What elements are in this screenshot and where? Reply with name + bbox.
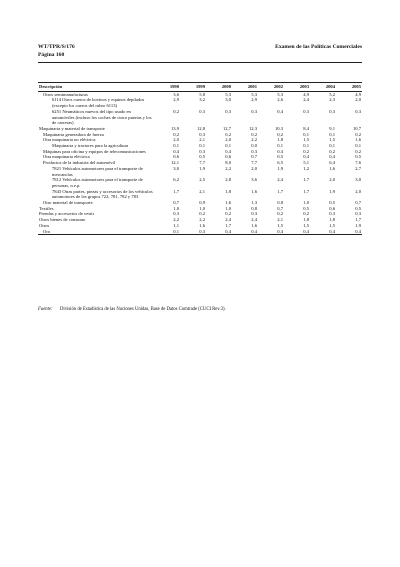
column-header: Descripción: [38, 83, 154, 92]
cell-value: 0,2: [303, 148, 309, 154]
cell-value: 0,2: [225, 131, 231, 137]
cell-value: 1,9: [277, 165, 283, 171]
cell-value: 2,6: [277, 97, 283, 103]
cell-value: 0,3: [251, 148, 257, 154]
cell-value: 2,5: [199, 177, 205, 183]
cell-value: 6,2: [173, 177, 179, 183]
cell-value: 0,6: [225, 154, 231, 160]
cell-value: 0,5: [199, 154, 205, 160]
cell-value: 0,8: [251, 205, 257, 211]
row-label: Maquinaria y material de transporte: [39, 125, 105, 131]
cell-value: 0,3: [251, 108, 257, 114]
column-header: 1990: [154, 83, 180, 92]
cell-value: 2,9: [173, 97, 179, 103]
cell-value: 0,4: [277, 148, 283, 154]
cell-value: 0,4: [284, 229, 310, 235]
cell-value: 1,9: [355, 222, 361, 228]
cell-value: 0,6: [173, 154, 179, 160]
cell-value: 5,3: [251, 91, 257, 97]
table-row: [38, 189, 362, 200]
cell-value: 0,4: [277, 108, 283, 114]
cell-value: 3,0: [225, 97, 231, 103]
cell-value: 1,5: [303, 137, 309, 143]
cell-value: 1,3: [251, 200, 257, 206]
trade-table: [38, 82, 362, 235]
cell-value: 1,7: [225, 222, 231, 228]
row-label: Otros semimanufacturas: [43, 91, 88, 97]
cell-value: 0,4: [173, 148, 179, 154]
row-label: Máquinas para oficina y equipos de telecomunicaciones: [43, 148, 146, 154]
cell-value: 1,8: [303, 217, 309, 223]
cell-value: 2,2: [173, 217, 179, 223]
cell-value: 0,1: [329, 143, 335, 149]
column-header: 2003: [284, 83, 310, 92]
cell-value: 0,2: [355, 131, 361, 137]
cell-value: 10,7: [352, 125, 361, 131]
cell-value: 0,1: [303, 143, 309, 149]
cell-value: 6,5: [277, 160, 283, 166]
cell-value: 0,5: [355, 205, 361, 211]
document-code: WT/TPR/S/176: [38, 44, 75, 50]
cell-value: 0,5: [329, 200, 335, 206]
cell-value: 0,0: [251, 143, 257, 149]
row-label: Otra maquinaria eléctrica: [43, 154, 90, 160]
cell-value: 1,2: [303, 165, 309, 171]
cell-value: 2,1: [277, 217, 283, 223]
cell-value: 1,0: [303, 200, 309, 206]
cell-value: 12,1: [170, 160, 179, 166]
column-header: 2002: [258, 83, 284, 92]
cell-value: 8,4: [303, 125, 309, 131]
cell-value: 0,2: [277, 131, 283, 137]
cell-value: 2,4: [277, 177, 283, 183]
cell-value: 3,0: [355, 177, 361, 183]
cell-value: 1,7: [303, 177, 309, 183]
cell-value: 2,2: [199, 217, 205, 223]
row-label: Maquinaria y tractores para la agricultura: [52, 143, 129, 149]
cell-value: 2,1: [199, 188, 205, 194]
cell-value: 12,7: [222, 125, 231, 131]
cell-value: 2,1: [199, 137, 205, 143]
row-label: 7843 Otras partes, piezas y accesorios de los vehículos automotores de los grupos 722, 781, 782 y 783: [52, 188, 153, 200]
cell-value: 1,9: [199, 165, 205, 171]
cell-value: 10,3: [274, 125, 283, 131]
cell-value: 0,3: [303, 108, 309, 114]
cell-value: 1,0: [173, 205, 179, 211]
cell-value: 0,3: [199, 131, 205, 137]
row-label: Otro material de transporte: [43, 200, 93, 206]
cell-value: 1,8: [277, 137, 283, 143]
cell-value: 1,9: [329, 188, 335, 194]
cell-value: 6,4: [329, 160, 335, 166]
row-label: Otra maquinaria no eléctrica: [43, 137, 96, 143]
cell-value: 1,6: [355, 137, 361, 143]
cell-value: 0,2: [277, 211, 283, 217]
cell-value: 2,0: [355, 97, 361, 103]
cell-value: 0,3: [329, 211, 335, 217]
cell-value: 0,7: [173, 200, 179, 206]
cell-value: 0,2: [225, 211, 231, 217]
cell-value: 0,8: [277, 200, 283, 206]
cell-value: 1,6: [251, 222, 257, 228]
row-label: Prendas y accesorios de vestir: [39, 211, 95, 217]
cell-value: 2,2: [225, 165, 231, 171]
cell-value: 2,0: [355, 188, 361, 194]
cell-value: 0,1: [173, 143, 179, 149]
cell-value: 0,1: [154, 229, 180, 235]
cell-value: 0,1: [355, 143, 361, 149]
table-row: [38, 109, 362, 126]
cell-value: 0,3: [329, 108, 335, 114]
cell-value: 2,0: [173, 137, 179, 143]
cell-value: 0,3: [251, 211, 257, 217]
cell-value: 1,5: [277, 222, 283, 228]
cell-value: 0,6: [329, 205, 335, 211]
cell-value: 0,1: [199, 143, 205, 149]
cell-value: 5,2: [329, 91, 335, 97]
cell-value: 0,7: [251, 154, 257, 160]
cell-value: 0,4: [225, 148, 231, 154]
header-divider: [38, 62, 362, 63]
cell-value: 0,5: [277, 154, 283, 160]
cell-value: 1,5: [329, 137, 335, 143]
cell-value: 2,4: [225, 217, 231, 223]
cell-value: 1,7: [277, 188, 283, 194]
cell-value: 0,3: [355, 211, 361, 217]
table-header-row: [38, 83, 362, 92]
table-row: [38, 97, 362, 108]
cell-value: 0,9: [199, 200, 205, 206]
cell-value: 9,1: [329, 125, 335, 131]
cell-value: 2,7: [355, 165, 361, 171]
cell-value: 3,0: [173, 165, 179, 171]
column-header: 2000: [206, 83, 232, 92]
row-label: Oro: [38, 229, 154, 235]
cell-value: 0,3: [180, 229, 206, 235]
cell-value: 0,3: [355, 108, 361, 114]
cell-value: 0,4: [258, 229, 284, 235]
row-label: Textiles: [39, 205, 54, 211]
cell-value: 0,5: [355, 154, 361, 160]
cell-value: 5,3: [277, 91, 283, 97]
row-label: 6114 Otros cueros de bovinos y equinos depilados (excepto los cueros del rubro 6113): [52, 97, 145, 109]
cell-value: 4,9: [355, 91, 361, 97]
cell-value: 0,2: [355, 148, 361, 154]
cell-value: 1,7: [303, 188, 309, 194]
column-header: 2004: [310, 83, 336, 92]
cell-value: 0,4: [310, 229, 336, 235]
cell-value: 0,1: [303, 131, 309, 137]
cell-value: 0,1: [225, 143, 231, 149]
cell-value: 3,2: [199, 97, 205, 103]
cell-value: 3,6: [173, 91, 179, 97]
cell-value: 1,6: [199, 222, 205, 228]
cell-value: 1,8: [225, 188, 231, 194]
source-note: [38, 307, 362, 313]
cell-value: 0,3: [173, 211, 179, 217]
column-header: 2001: [232, 83, 258, 92]
cell-value: 1,6: [225, 200, 231, 206]
cell-value: 7,7: [199, 160, 205, 166]
cell-value: 0,3: [199, 148, 205, 154]
cell-value: 0,2: [329, 148, 335, 154]
table-row: [38, 166, 362, 177]
cell-value: 7,7: [251, 160, 257, 166]
page-number: Página 160: [38, 51, 65, 58]
cell-value: 2,9: [251, 97, 257, 103]
cell-value: 2,0: [329, 177, 335, 183]
cell-value: 1,8: [329, 217, 335, 223]
cell-value: 1,7: [355, 217, 361, 223]
cell-value: 5,8: [199, 91, 205, 97]
cell-value: 0,1: [329, 131, 335, 137]
row-label: Productos de la industria del automóvil: [43, 160, 116, 166]
cell-value: 0,3: [225, 108, 231, 114]
cell-value: 1,7: [173, 188, 179, 194]
cell-value: 0,2: [303, 211, 309, 217]
cell-value: 3,6: [251, 177, 257, 183]
table-row: [38, 177, 362, 188]
row-label: 7821 Vehículos automotores para el transporte de mercancías: [52, 165, 143, 177]
row-label: Maquinaria generadora de fuerza: [43, 131, 104, 137]
cell-value: 0,5: [303, 205, 309, 211]
source-text: División de Estadística de las Naciones Unidas, Base de Datos Comtrade (CUCI Rev.3).: [60, 307, 226, 312]
cell-value: 0,4: [303, 154, 309, 160]
cell-value: 12,8: [196, 125, 205, 131]
row-label: 6251 Neumáticos nuevos del tipo usado en automóviles (incluso los coches de cinco puertas y los de carreras): [52, 108, 152, 126]
cell-value: 12,3: [248, 125, 257, 131]
row-label: 7812 Vehículos automotores para el transporte de personas, n.e.p.: [52, 177, 143, 188]
row-label: Otros: [39, 222, 50, 228]
cell-value: 0,4: [329, 154, 335, 160]
cell-value: 2,4: [251, 217, 257, 223]
cell-value: 1,6: [329, 165, 335, 171]
cell-value: 7,6: [355, 160, 361, 166]
cell-value: 5,1: [303, 160, 309, 166]
source-label: Fuente:: [38, 307, 53, 312]
cell-value: 1,0: [225, 205, 231, 211]
cell-value: 2,3: [329, 97, 335, 103]
cell-value: 0,2: [173, 131, 179, 137]
column-header: 2005: [336, 83, 362, 92]
cell-value: 4,9: [303, 91, 309, 97]
cell-value: 1,0: [199, 205, 205, 211]
cell-value: 1,6: [251, 188, 257, 194]
cell-value: 0,1: [277, 143, 283, 149]
document-title: Examen de las Políticas Comerciales: [275, 44, 362, 50]
cell-value: 5,3: [225, 91, 231, 97]
cell-value: 8,0: [225, 160, 231, 166]
cell-value: 1,5: [329, 222, 335, 228]
cell-value: 2,2: [251, 137, 257, 143]
cell-value: 0,7: [277, 205, 283, 211]
cell-value: 2,0: [225, 137, 231, 143]
cell-value: 13,9: [170, 125, 179, 131]
cell-value: 2,8: [225, 177, 231, 183]
cell-value: 0,2: [173, 108, 179, 114]
table-row: [38, 229, 362, 235]
cell-value: 0,3: [199, 108, 205, 114]
table-body: [38, 91, 362, 235]
column-header: 1999: [180, 83, 206, 92]
cell-value: 0,2: [199, 211, 205, 217]
cell-value: 2,0: [251, 165, 257, 171]
cell-value: 0,2: [251, 131, 257, 137]
cell-value: 0,7: [355, 200, 361, 206]
cell-value: 0,4: [232, 229, 258, 235]
cell-value: 1,5: [303, 222, 309, 228]
cell-value: 0,4: [336, 229, 362, 235]
cell-value: 0,4: [206, 229, 232, 235]
row-label: Otros bienes de consumo: [39, 217, 86, 223]
cell-value: 1,1: [173, 222, 179, 228]
cell-value: 2,4: [303, 97, 309, 103]
